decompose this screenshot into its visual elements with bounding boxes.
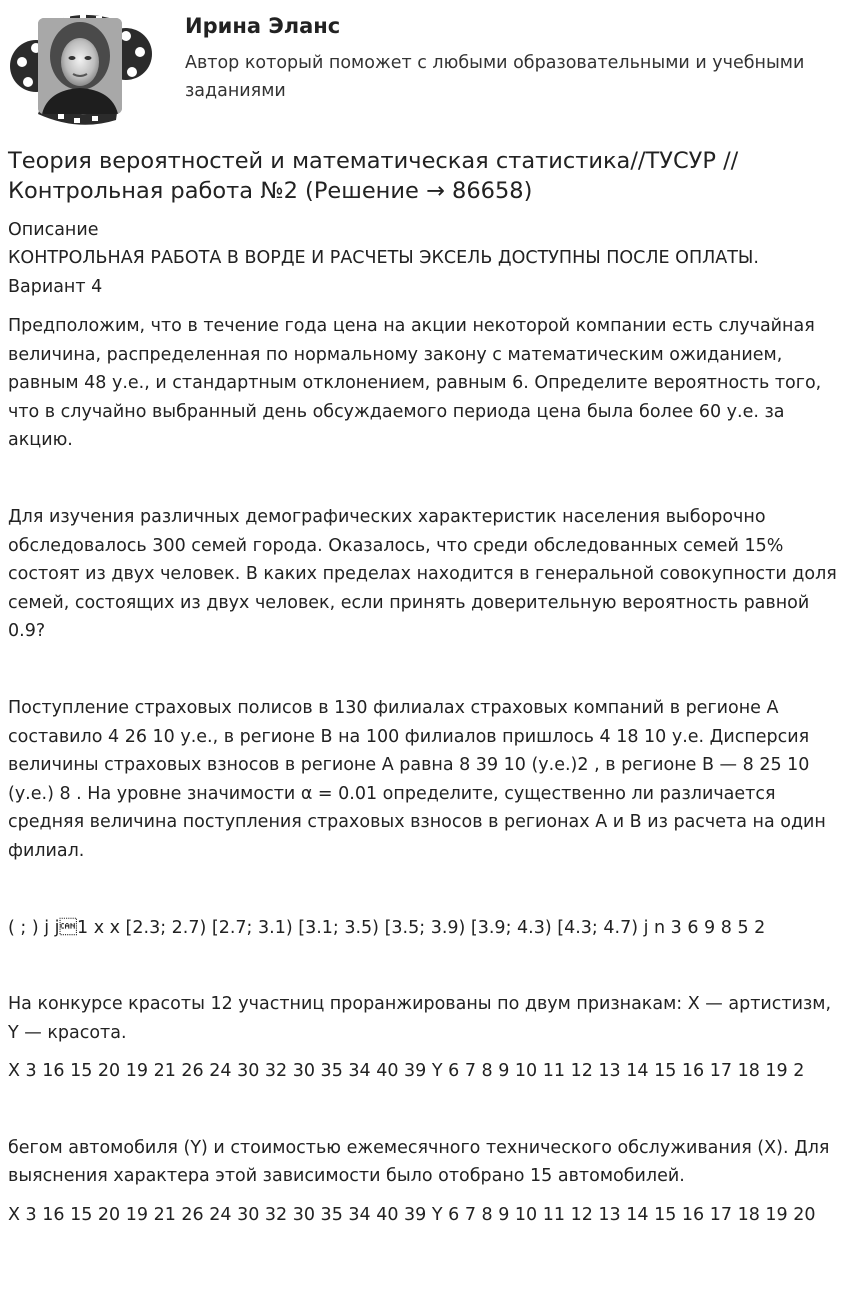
film-reel-photo-avatar[interactable] bbox=[8, 6, 152, 126]
description-heading: Описание bbox=[8, 220, 99, 240]
page-title: Теория вероятностей и математическая статистика//ТУСУР //Контрольная работа №2 (Решение → 86658) bbox=[8, 148, 739, 204]
task-paragraph-4: ( ; ) j j1 x x [2.3; 2.7) [2.7; 3.1) [3.1; 3.5) [3.5; 3.9) [3.9; 4.3) [4.3; 4.7) j n 3 6 9 8 5 2 bbox=[8, 917, 766, 938]
task-paragraph-8: X 3 16 15 20 19 21 26 24 30 32 30 35 34 40 39 Y 6 7 8 9 10 11 12 13 14 15 16 17 18 19 20 bbox=[8, 1205, 816, 1226]
task-paragraph-7: бегом автомобиля (Y) и стоимостью ежемесячного технического обслуживания (X). Для выяснения характера этой зависимости было отобрано 15 автомобилей. bbox=[8, 1137, 830, 1187]
task-paragraph-2: Для изучения различных демографических характеристик населения выборочно обследовалось 300 семей города. Оказалось, что среди обследованных семей 15% состоят из двух человек. В каких пределах находится в генеральной совокупности доля семей, состоящих из двух человек, если принять доверительную вероятность равной 0.9? bbox=[8, 506, 837, 642]
task-paragraph-1: Предположим, что в течение года цена на акции некоторой компании есть случайная величина, распределенная по нормальному закону с математическим ожиданием, равным 48 у.е., и стандартным отклонением, равным 6. Определите вероятность того, что в случайно выбранный день обсуждаемого периода цена была более 60 у.е. за акцию. bbox=[8, 316, 822, 451]
variant-label: Вариант 4 bbox=[8, 277, 103, 297]
author-name[interactable]: Ирина Эланс bbox=[185, 14, 341, 38]
task-paragraph-6: X 3 16 15 20 19 21 26 24 30 32 30 35 34 40 39 Y 6 7 8 9 10 11 12 13 14 15 16 17 18 19 2 bbox=[8, 1061, 805, 1082]
task-paragraph-3: Поступление страховых полисов в 130 филиалах страховых компаний в регионе А составило 4 26 10 у.е., в регионе В на 100 филиалов пришлось 4 18 10 у.е. Дисперсия величины страховых взносов в регионе А равна 8 39 10 (у.е.)2 , в регионе В — 8 25 10 (у.е.) 8 . На уровне значимости α = 0.01 определите, существенно ли различается средняя величина поступления страховых взносов в регионах А и В из расчета на один филиал. bbox=[8, 697, 826, 861]
author-card bbox=[8, 6, 843, 126]
author-bio: Автор который поможет с любыми образовательными и учебными заданиями bbox=[185, 53, 805, 101]
payment-notice: КОНТРОЛЬНАЯ РАБОТА В ВОРДЕ И РАСЧЕТЫ ЭКСЕЛЬ ДОСТУПНЫ ПОСЛЕ ОПЛАТЫ. bbox=[8, 248, 759, 268]
work-content bbox=[8, 146, 838, 1230]
task-paragraph-5: На конкурсе красоты 12 участниц проранжированы по двум признакам: X — артистизм, Y — красота. bbox=[8, 994, 832, 1043]
